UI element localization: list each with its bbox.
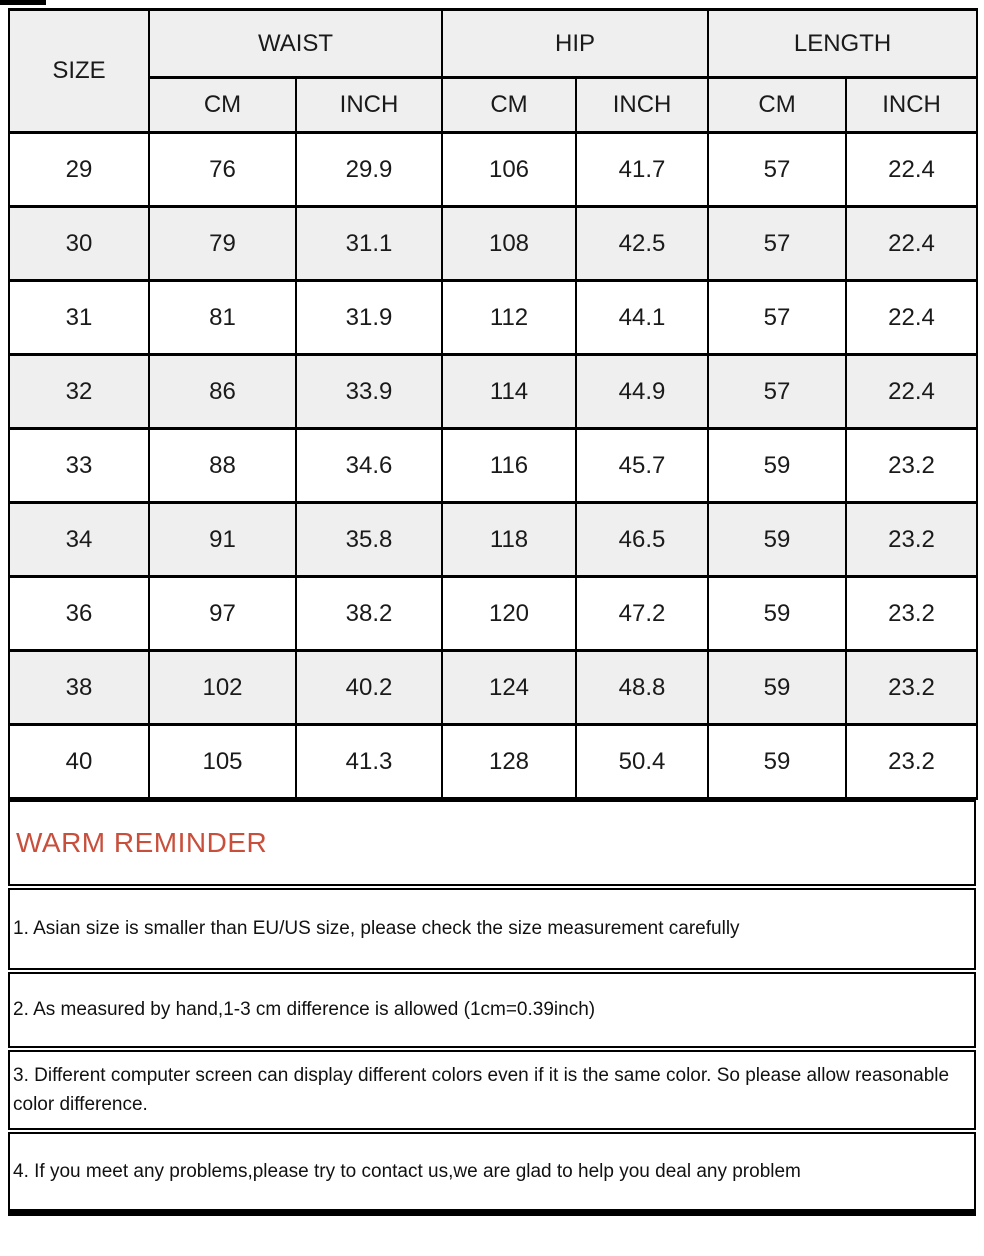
cell-length-cm: 57 [708,133,846,207]
reminder-note-3 [8,1050,976,1130]
note-text: 3. Different computer screen can display different colors even if it is the same color. So please allow reasonable color difference. [13,1064,950,1115]
cell-length-cm: 59 [708,503,846,577]
cell-length-inch: 23.2 [846,577,977,651]
header-length-cm: CM [708,78,846,133]
table-row [9,651,977,725]
cell-waist-inch: 33.9 [296,355,442,429]
cell-length-cm: 57 [708,355,846,429]
cell-waist-cm: 79 [149,207,296,281]
cell-size: 34 [9,503,149,577]
table-row [9,207,977,281]
cell-length-cm: 57 [708,207,846,281]
cell-size: 30 [9,207,149,281]
header-hip-cm: CM [442,78,576,133]
cell-hip-cm: 128 [442,725,576,799]
cell-waist-cm: 88 [149,429,296,503]
cell-hip-inch: 46.5 [576,503,708,577]
note-text: 1. Asian size is smaller than EU/US size, please check the size measurement carefully [13,918,740,940]
cell-waist-inch: 31.1 [296,207,442,281]
cell-size: 33 [9,429,149,503]
cell-waist-cm: 86 [149,355,296,429]
cell-length-inch: 23.2 [846,725,977,799]
note-text: 2. As measured by hand,1-3 cm difference is allowed (1cm=0.39inch) [13,999,596,1021]
cell-waist-inch: 38.2 [296,577,442,651]
cell-hip-inch: 50.4 [576,725,708,799]
cell-hip-inch: 47.2 [576,577,708,651]
cell-waist-cm: 105 [149,725,296,799]
reminder-note-2 [8,972,976,1048]
cell-length-cm: 59 [708,651,846,725]
header-waist-cm: CM [149,78,296,133]
cell-length-inch: 22.4 [846,133,977,207]
cell-waist-cm: 81 [149,281,296,355]
size-chart-content [8,8,976,1216]
cell-waist-inch: 34.6 [296,429,442,503]
cell-waist-cm: 91 [149,503,296,577]
cell-size: 32 [9,355,149,429]
cell-length-inch: 23.2 [846,503,977,577]
top-left-mark [0,0,46,5]
cell-waist-cm: 76 [149,133,296,207]
header-length-inch: INCH [846,78,977,133]
header-hip-inch: INCH [576,78,708,133]
cell-size: 40 [9,725,149,799]
table-row [9,503,977,577]
table-row [9,725,977,799]
header-waist-inch: INCH [296,78,442,133]
cell-length-inch: 23.2 [846,429,977,503]
table-row [9,355,977,429]
table-row [9,429,977,503]
cell-waist-inch: 35.8 [296,503,442,577]
cell-waist-cm: 102 [149,651,296,725]
cell-length-cm: 59 [708,725,846,799]
cell-hip-inch: 48.8 [576,651,708,725]
cell-hip-inch: 45.7 [576,429,708,503]
cell-length-cm: 57 [708,281,846,355]
header-size: SIZE [9,10,149,133]
cell-length-inch: 22.4 [846,207,977,281]
cell-hip-cm: 116 [442,429,576,503]
cell-hip-cm: 112 [442,281,576,355]
cell-length-inch: 22.4 [846,355,977,429]
reminder-note-4 [8,1132,976,1216]
table-header-units [9,78,977,133]
table-row [9,281,977,355]
cell-waist-inch: 41.3 [296,725,442,799]
cell-length-inch: 22.4 [846,281,977,355]
cell-size: 31 [9,281,149,355]
warm-reminder-title: WARM REMINDER [16,827,268,858]
cell-waist-inch: 40.2 [296,651,442,725]
cell-hip-cm: 118 [442,503,576,577]
cell-size: 29 [9,133,149,207]
table-row [9,577,977,651]
table-header-groups [9,10,977,78]
cell-hip-inch: 42.5 [576,207,708,281]
cell-size: 38 [9,651,149,725]
cell-size: 36 [9,577,149,651]
header-waist: WAIST [149,10,442,78]
cell-hip-cm: 124 [442,651,576,725]
cell-hip-inch: 44.9 [576,355,708,429]
cell-hip-cm: 108 [442,207,576,281]
cell-hip-cm: 120 [442,577,576,651]
cell-waist-cm: 97 [149,577,296,651]
reminder-note-1 [8,888,976,970]
note-text: 4. If you meet any problems,please try to contact us,we are glad to help you deal any problem [13,1160,801,1182]
header-hip: HIP [442,10,708,78]
cell-hip-cm: 114 [442,355,576,429]
cell-length-inch: 23.2 [846,651,977,725]
cell-waist-inch: 29.9 [296,133,442,207]
cell-hip-cm: 106 [442,133,576,207]
cell-waist-inch: 31.9 [296,281,442,355]
cell-hip-inch: 41.7 [576,133,708,207]
size-table [8,8,978,800]
cell-length-cm: 59 [708,577,846,651]
cell-length-cm: 59 [708,429,846,503]
cell-hip-inch: 44.1 [576,281,708,355]
warm-reminder-box [8,800,976,886]
header-length: LENGTH [708,10,977,78]
table-row [9,133,977,207]
